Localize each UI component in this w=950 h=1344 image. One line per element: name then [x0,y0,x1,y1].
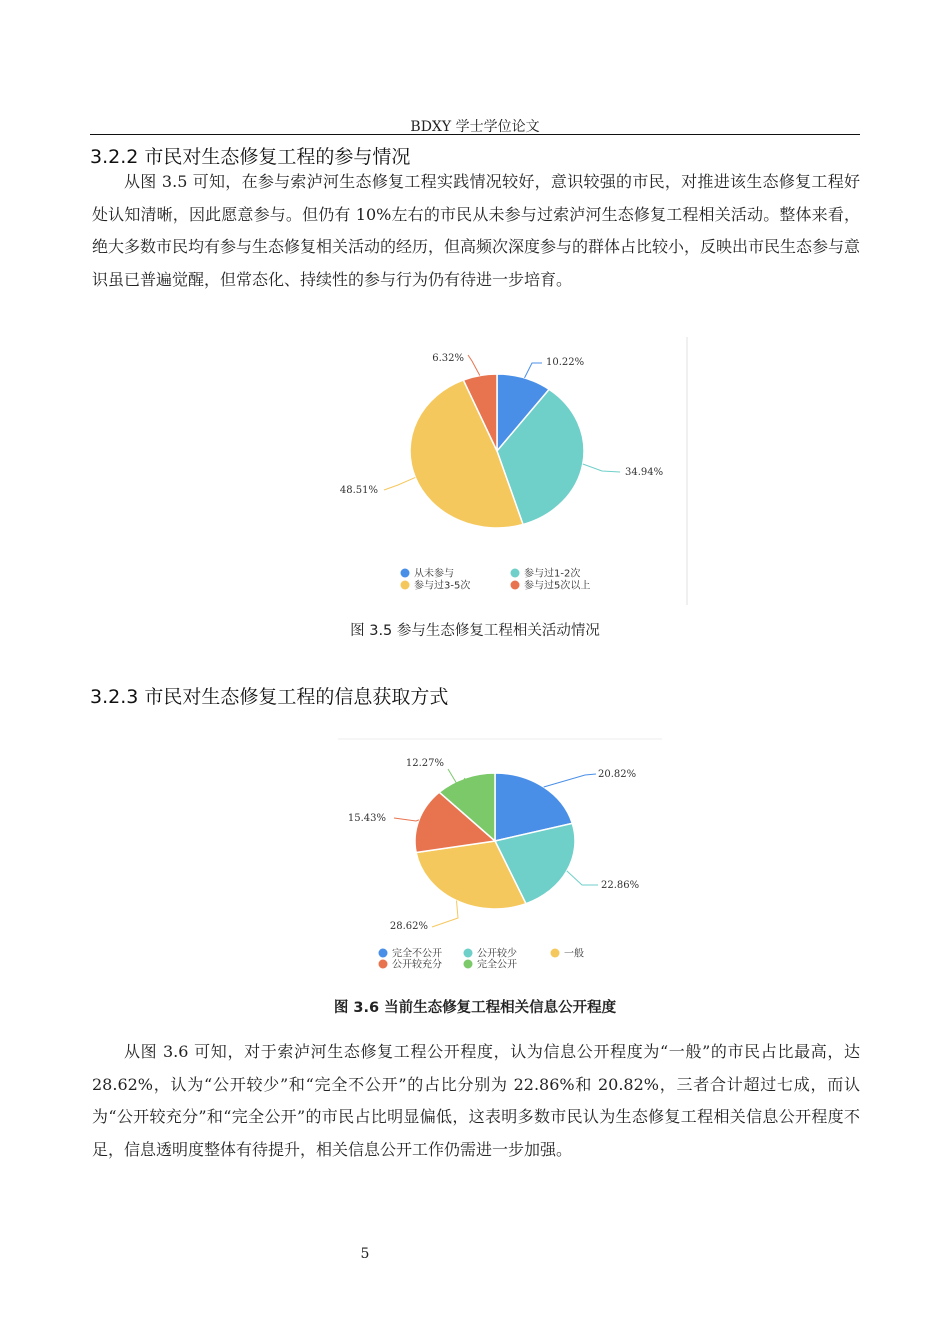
slice-value-label-0: 10.22% [546,357,585,368]
legend-label-2: 一般 [564,948,584,960]
pie-chart-participation [320,335,700,605]
figure-3-5-caption: 图 3.5 参与生态修复工程相关活动情况 [350,623,600,639]
leader-line-0 [525,363,543,378]
leader-line-1 [567,871,598,885]
leader-line-1 [583,464,620,472]
leader-line-2 [432,901,458,927]
legend-label-1: 公开较少 [477,948,517,960]
legend-label-3: 公开较充分 [392,959,442,971]
slice-value-label-2: 48.51% [339,485,378,496]
section-heading-3-2-3: 3.2.3 市民对生态修复工程的信息获取方式 [90,686,449,708]
pie-chart-disclosure [330,735,670,975]
legend-swatch-4 [464,960,473,969]
legend-label-0: 从未参与 [414,568,454,580]
leader-line-0 [544,774,596,787]
legend-swatch-2 [401,581,410,590]
leader-line-3 [394,818,419,821]
header-rule [90,134,860,135]
slice-value-label-3: 15.43% [347,813,386,824]
slice-value-label-0: 20.82% [598,769,637,780]
section-paragraph-3-2-2: 从图 3.5 可知，在参与索泸河生态修复工程实践情况较好，意识较强的市民，对推进该生态修复工程好处认知清晰，因此愿意参与。但仍有 10%左右的市民从未参与过索泸河生态修复工程相关活动。整体来看，绝大多数市民均有参与生态修复相关活动的经历，但高频次深度参与的群体占比较小，反映出市民生态参与意识虽已普遍觉醒，但常态化、持续性的参与行为仍有待进一步培育。 [92,172,861,289]
legend-swatch-3 [379,960,388,969]
slice-value-label-2: 28.62% [389,921,428,932]
slice-value-label-1: 22.86% [601,880,640,891]
legend-swatch-1 [464,949,473,958]
legend-swatch-3 [511,581,520,590]
legend-swatch-2 [551,949,560,958]
page-number: 5 [360,1246,370,1262]
figure-3-6-caption: 图 3.6 当前生态修复工程相关信息公开程度 [333,1000,617,1016]
legend-swatch-0 [379,949,388,958]
legend-label-4: 完全公开 [477,959,517,971]
legend-label-0: 完全不公开 [392,948,442,960]
slice-value-label-1: 34.94% [625,467,664,478]
legend-label-2: 参与过3-5次 [414,580,471,592]
section-paragraph-3-2-3: 从图 3.6 可知，对于索泸河生态修复工程公开程度，认为信息公开程度为“一般”的市民占比最高，达 28.62%，认为“公开较少”和“完全不公开”的占比分别为 22.86%和 20.82%，三者合计超过七成，而认为“公开较充分”和“完全公开”的市民占比明显偏低，这表明多数市民认为生态修复工程相关信息公开程度不足，信息透明度整体有待提升，相关信息公开工作仍需进一步加强。 [92,1042,860,1159]
legend-swatch-1 [511,569,520,578]
running-header: BDXY 学士学位论文 [410,119,540,135]
leader-line-3 [468,355,480,376]
slice-value-label-4: 12.27% [405,758,444,769]
section-heading-3-2-2: 3.2.2 市民对生态修复工程的参与情况 [90,146,411,168]
slice-value-label-3: 6.32% [432,353,464,364]
leader-line-2 [384,477,415,490]
legend-label-1: 参与过1-2次 [524,568,581,580]
legend-swatch-0 [401,569,410,578]
legend-label-3: 参与过5次以上 [524,580,591,592]
